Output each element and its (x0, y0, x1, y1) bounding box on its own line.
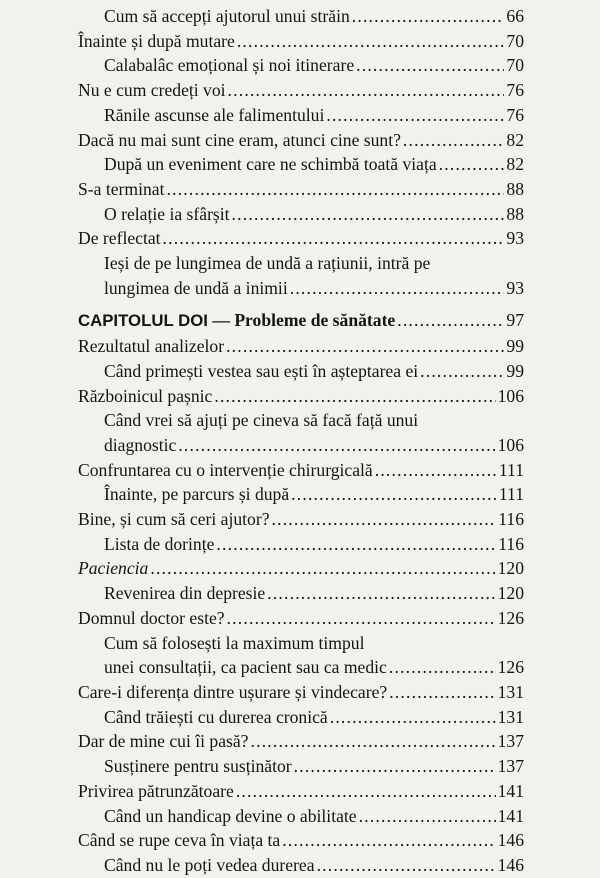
page-number: 146 (497, 830, 524, 851)
chapter-name: Probleme de sănătate (234, 310, 396, 331)
toc-entry (78, 152, 524, 177)
toc-entry-title: Revenirea din depresie (104, 583, 266, 604)
toc-entry-title: Când primești vestea sau ești în așteptarea ei (104, 360, 419, 381)
dot-leader (227, 606, 496, 631)
page-number: 93 (506, 277, 524, 298)
chapter-title (78, 308, 395, 334)
page-number: 97 (506, 310, 524, 331)
dot-leader (166, 177, 504, 202)
toc-entry (78, 177, 524, 202)
dot-leader (330, 705, 496, 730)
toc-entry-title: Paciencia (78, 558, 149, 579)
dot-leader (389, 655, 496, 680)
toc-entry-multiline (78, 631, 524, 680)
toc-entry (78, 103, 524, 128)
page-number: 76 (506, 104, 524, 125)
toc-entry (78, 754, 524, 779)
toc-entry-multiline (78, 408, 524, 457)
toc-entry-title: De reflectat (78, 228, 161, 249)
chapter-dash: — (207, 310, 235, 331)
page-number: 88 (506, 203, 524, 224)
toc-entry (78, 458, 524, 483)
page-number: 131 (497, 681, 524, 702)
toc-entry-title: unei consultații, ca pacient sau ca medic (104, 657, 387, 678)
toc-entry (78, 359, 524, 384)
toc-entry-title: Înainte și după mutare (78, 30, 235, 51)
toc-group (78, 458, 524, 631)
page-number: 70 (506, 55, 524, 76)
page-number: 120 (497, 583, 524, 604)
page-number: 70 (506, 30, 524, 51)
page-number: 126 (497, 657, 524, 678)
dot-leader (237, 29, 505, 54)
toc-entry (78, 532, 524, 557)
dot-leader (267, 581, 495, 606)
toc-entry-title: Când trăiești cu durerea cronică (104, 706, 328, 727)
page-number: 88 (506, 178, 524, 199)
toc-entry-row (104, 433, 524, 458)
toc-entry (78, 226, 524, 251)
toc-entry-title: Dacă nu mai sunt cine eram, atunci cine sunt? (78, 129, 401, 150)
toc-entry-title-line: Cum să folosești la maximum timpul (104, 632, 365, 653)
toc-group (78, 4, 524, 251)
toc-entry-title: Privirea pătrunzătoare (78, 780, 234, 801)
toc-entry (78, 606, 524, 631)
toc-entry (78, 828, 524, 853)
dot-leader (403, 128, 504, 153)
dot-leader (294, 754, 496, 779)
page-number: 141 (497, 780, 524, 801)
page-number: 120 (497, 558, 524, 579)
page-number: 93 (506, 228, 524, 249)
toc-entry (78, 779, 524, 804)
table-of-contents (78, 4, 524, 878)
dot-leader (236, 779, 496, 804)
dot-leader (359, 804, 496, 829)
page-number: 116 (498, 533, 524, 554)
page-number: 126 (497, 607, 524, 628)
toc-entry-title: Dar de mine cui îi pasă? (78, 731, 249, 752)
toc-entry (78, 53, 524, 78)
dot-leader (150, 556, 495, 581)
dot-leader (420, 359, 504, 384)
dot-leader (439, 152, 505, 177)
page-number: 111 (498, 459, 524, 480)
chapter-label: CAPITOLUL DOI (78, 311, 208, 331)
toc-entry-title: Când un handicap devine o abilitate (104, 805, 357, 826)
toc-entry-title: Când se rupe ceva în viața ta (78, 830, 281, 851)
toc-entry-title: Cum să accepți ajutorul unui străin (104, 6, 350, 26)
page-number: 99 (506, 360, 524, 381)
toc-entry-row (104, 655, 524, 680)
dot-leader (352, 4, 505, 29)
toc-entry (78, 334, 524, 359)
toc-entry-title: Rănile ascunse ale falimentului (104, 104, 325, 125)
dot-leader (397, 308, 504, 333)
dot-leader (163, 226, 505, 251)
toc-entry (78, 128, 524, 153)
toc-entry-title: Lista de dorințe (104, 533, 215, 554)
toc-entry (78, 705, 524, 730)
dot-leader (317, 853, 496, 878)
dot-leader (282, 828, 495, 853)
page-number: 137 (497, 731, 524, 752)
toc-entry (78, 78, 524, 103)
toc-group (78, 334, 524, 408)
toc-entry-title: Susținere pentru susținător (104, 756, 292, 777)
dot-leader (178, 433, 495, 458)
toc-entry-title: Calabalâc emoțional și noi itinerare (104, 55, 355, 76)
toc-entry-title: Bine, și cum să ceri ajutor? (78, 509, 270, 530)
dot-leader (326, 103, 504, 128)
dot-leader (216, 532, 496, 557)
toc-entry-title: Confruntarea cu o intervenție chirurgicală (78, 459, 373, 480)
page-number: 146 (497, 854, 524, 875)
dot-leader (272, 507, 497, 532)
toc-entry (78, 680, 524, 705)
toc-entry (78, 482, 524, 507)
page-number: 131 (497, 706, 524, 727)
page-number: 66 (506, 6, 524, 26)
page-number: 82 (506, 129, 524, 150)
toc-entry (78, 804, 524, 829)
toc-entry (78, 202, 524, 227)
toc-entry-row (104, 276, 524, 301)
page-number: 106 (497, 385, 524, 406)
dot-leader (291, 482, 497, 507)
dot-leader (226, 334, 504, 359)
toc-entry-title: Nu e cum credeți voi (78, 80, 226, 101)
toc-entry-title: O relație ia sfârșit (104, 203, 230, 224)
page-number: 99 (506, 336, 524, 357)
dot-leader (214, 384, 495, 409)
toc-entry-title-line: Când vrei să ajuți pe cineva să facă față unui (104, 410, 419, 431)
toc-entry (78, 384, 524, 409)
toc-entry-title: diagnostic (104, 434, 177, 455)
toc-entry-title: S-a terminat (78, 178, 165, 199)
chapter-heading (78, 308, 524, 334)
toc-entry (78, 507, 524, 532)
toc-entry-title: Care-i diferența dintre ușurare și vindecare? (78, 681, 388, 702)
dot-leader (228, 78, 505, 103)
toc-entry-title: lungimea de undă a inimii (104, 277, 288, 298)
dot-leader (375, 458, 497, 483)
toc-entry-title: Când nu le poți vedea durerea (104, 854, 315, 875)
page-number: 137 (497, 756, 524, 777)
dot-leader (232, 202, 505, 227)
toc-entry (78, 729, 524, 754)
dot-leader (389, 680, 495, 705)
toc-entry-multiline (78, 251, 524, 300)
dot-leader (251, 729, 496, 754)
toc-entry-title: Înainte, pe parcurs și după (104, 484, 290, 505)
page-number: 111 (498, 484, 524, 505)
page-number: 82 (506, 154, 524, 175)
page-number: 106 (497, 434, 524, 455)
toc-entry (78, 556, 524, 581)
toc-entry-title-line: Ieși de pe lungimea de undă a rațiunii, intră pe (104, 253, 431, 274)
dot-leader (290, 276, 505, 301)
toc-entry-title: Domnul doctor este? (78, 607, 225, 628)
toc-entry-title: Rezultatul analizelor (78, 336, 225, 357)
toc-entry-title: Războinicul pașnic (78, 385, 213, 406)
toc-entry-title: După un eveniment care ne schimbă toată viața (104, 154, 437, 175)
toc-group (78, 680, 524, 878)
toc-entry (78, 581, 524, 606)
toc-entry (78, 853, 524, 878)
page-number: 141 (497, 805, 524, 826)
page-number: 76 (506, 80, 524, 101)
toc-entry (78, 29, 524, 54)
page-number: 116 (498, 509, 524, 530)
dot-leader (356, 53, 504, 78)
toc-entry (78, 4, 524, 29)
